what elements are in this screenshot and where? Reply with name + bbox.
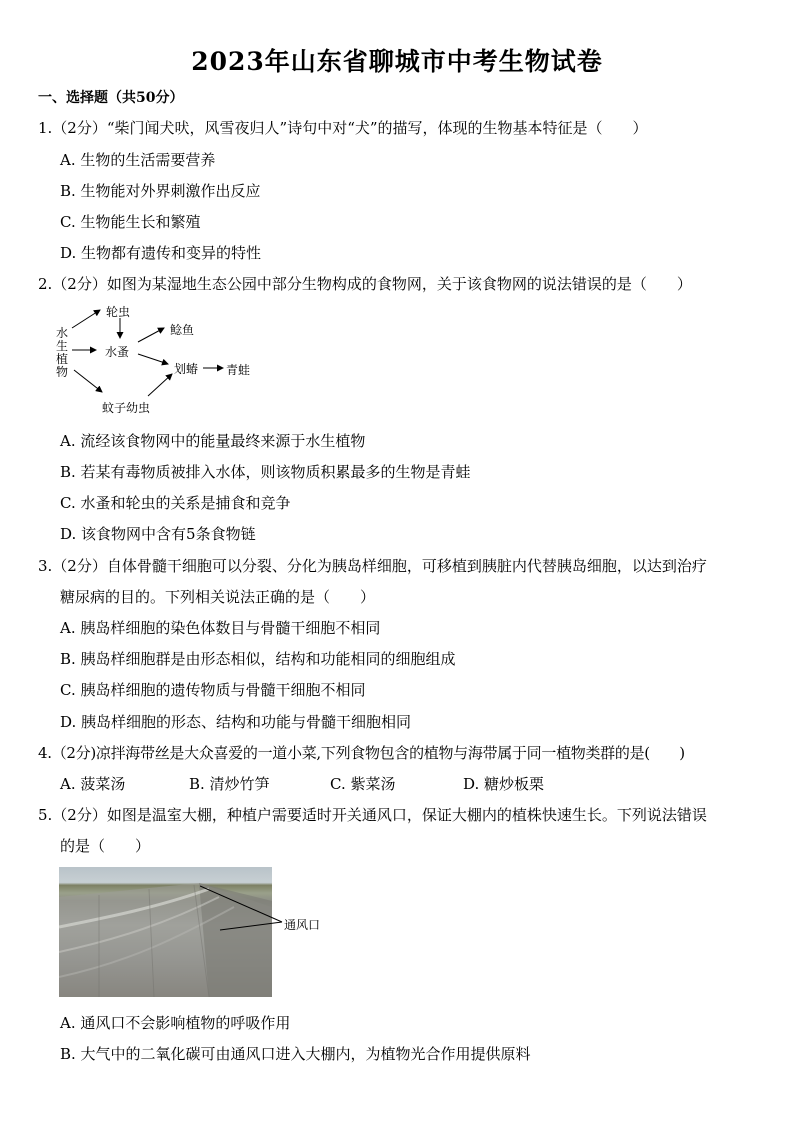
q4-option-d: D. 糖炒板栗 <box>463 775 545 793</box>
food-web-qingwa: 青蛙 <box>226 363 251 377</box>
q4-option-b: B. 清炒竹笋 <box>189 775 270 793</box>
q2-option-b: B. 若某有毒物质被排入水体，则该物质积累最多的生物是青蛙 <box>60 463 471 481</box>
food-web-plant-3: 植 <box>56 352 69 366</box>
q3-option-a: A. 胰岛样细胞的染色体数目与骨髓干细胞不相同 <box>60 619 381 637</box>
food-web-plant-4: 物 <box>56 365 69 379</box>
arrow-plant-lunchong <box>72 310 100 328</box>
q1-option-a: A. 生物的生活需要营养 <box>60 151 216 169</box>
question-5-stem-line2: 的是（ ） <box>60 837 151 855</box>
q5-option-b: B. 大气中的二氧化碳可由通风口进入大棚内，为植物光合作用提供原料 <box>60 1045 531 1063</box>
arrow-shuizao-lunyu <box>138 328 164 342</box>
q2-option-d: D. 该食物网中含有5条食物链 <box>60 525 256 543</box>
ventilation-pointer-lines <box>200 880 290 940</box>
q4-option-a: A. 菠菜汤 <box>60 775 126 793</box>
question-3-stem-line2: 糖尿病的目的。下列相关说法正确的是（ ） <box>60 588 376 606</box>
q2-option-a: A. 流经该食物网中的能量最终来源于水生植物 <box>60 432 366 450</box>
arrow-shuizao-huabi <box>138 354 168 364</box>
q1-option-c: C. 生物能生长和繁殖 <box>60 213 201 231</box>
q2-option-c: C. 水蚤和轮虫的关系是捕食和竞争 <box>60 494 291 512</box>
arrow-wenzi-huabi <box>148 374 172 396</box>
food-web-huabi: 划蝽 <box>174 362 199 376</box>
question-3-stem-line1: 3.（2分）自体骨髓干细胞可以分裂、分化为胰岛样细胞，可移植到胰脏内代替胰岛细胞，以达到治疗 <box>38 557 707 575</box>
page-title: 2023年山东省聊城市中考生物试卷 <box>191 47 603 76</box>
q5-option-a: A. 通风口不会影响植物的呼吸作用 <box>60 1014 291 1032</box>
food-web-shuizao: 水蚤 <box>105 345 130 359</box>
question-2-stem: 2.（2分）如图为某湿地生态公园中部分生物构成的食物网，关于该食物网的说法错误的是（ ） <box>38 275 692 293</box>
q3-option-b: B. 胰岛样细胞群是由形态相似，结构和功能相同的细胞组成 <box>60 650 456 668</box>
food-web-wenzi: 蚊子幼虫 <box>102 401 151 415</box>
question-5-stem-line1: 5.（2分）如图是温室大棚，种植户需要适时开关通风口，保证大棚内的植株快速生长。下列说法错误 <box>38 806 707 824</box>
q4-option-c: C. 紫菜汤 <box>330 775 396 793</box>
food-web-plant-2: 生 <box>56 339 69 353</box>
q1-option-d: D. 生物都有遗传和变异的特性 <box>60 244 262 262</box>
food-web-lunchong: 轮虫 <box>106 305 131 319</box>
question-1-stem: 1.（2分）“柴门闻犬吠，风雪夜归人”诗句中对“犬”的描写，体现的生物基本特征是（ ） <box>38 119 648 137</box>
arrow-plant-wenzi <box>74 370 102 392</box>
ventilation-label: 通风口 <box>284 918 321 932</box>
food-web-arrows <box>50 300 270 420</box>
q3-option-d: D. 胰岛样细胞的形态、结构和功能与骨髓干细胞相同 <box>60 713 412 731</box>
section-heading: 一、选择题（共50分） <box>38 90 184 106</box>
food-web-plant-1: 水 <box>56 326 69 340</box>
q3-option-c: C. 胰岛样细胞的遗传物质与骨髓干细胞不相同 <box>60 681 366 699</box>
food-web-diagram <box>50 300 270 420</box>
question-4-stem: 4.（2分)凉拌海带丝是大众喜爱的一道小菜,下列食物包含的植物与海带属于同一植物类群的是( ) <box>38 744 685 762</box>
food-web-lunyu: 鲶鱼 <box>170 323 195 337</box>
q1-option-b: B. 生物能对外界刺激作出反应 <box>60 182 261 200</box>
